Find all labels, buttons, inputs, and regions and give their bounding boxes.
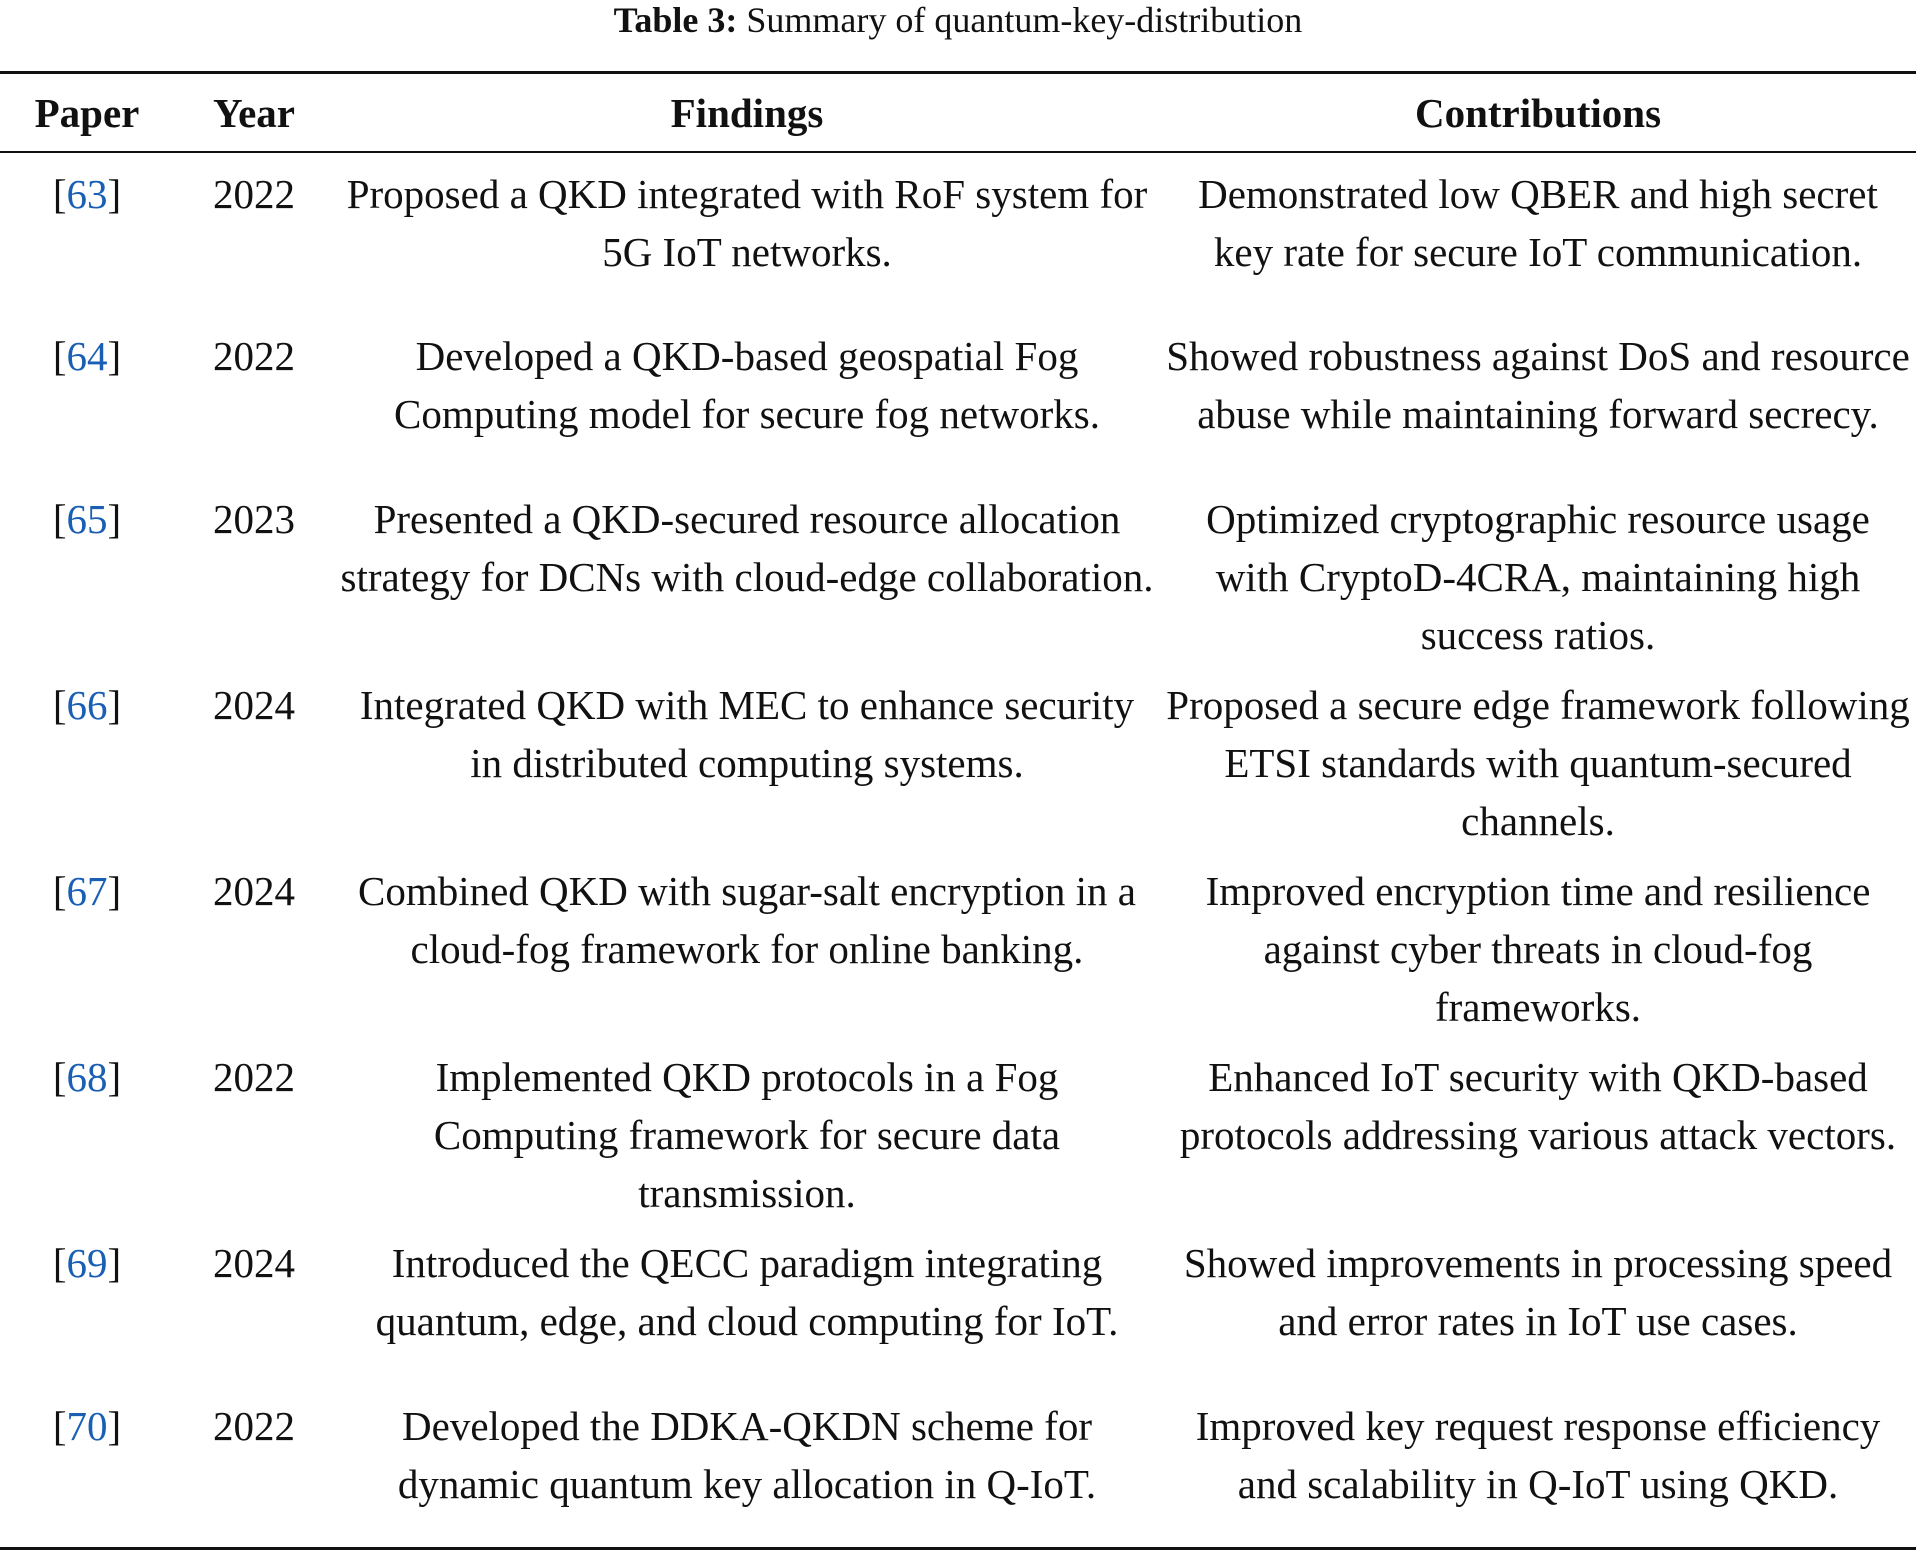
qkd-summary-table: [0, 71, 1916, 1550]
citation-link[interactable]: 63: [66, 171, 108, 217]
contributions-cell: Improved key request response efficiency and scalability in Q-IoT using QKD.: [1195, 1403, 1881, 1507]
year-cell: 2022: [213, 1054, 295, 1100]
year-cell: 2023: [213, 496, 295, 542]
citation-close-bracket: ]: [107, 333, 122, 379]
citation-close-bracket: ]: [107, 868, 122, 914]
year-cell: 2022: [213, 171, 295, 217]
findings-cell: Proposed a QKD integrated with RoF system for 5G IoT networks.: [346, 171, 1148, 275]
citation-open-bracket: [: [52, 1054, 67, 1100]
paper-cell: [0, 315, 174, 478]
citation-open-bracket: [: [52, 1403, 67, 1449]
table-row: [0, 315, 1916, 478]
citation-close-bracket: ]: [107, 1240, 122, 1286]
table-header: [0, 73, 1916, 153]
header-paper: Paper: [34, 89, 140, 136]
paper-cell: [0, 478, 174, 664]
citation-close-bracket: ]: [107, 496, 122, 542]
table-row: [0, 1036, 1916, 1222]
paper-cell: [0, 1385, 174, 1548]
citation-link[interactable]: 68: [66, 1054, 108, 1100]
findings-cell: Presented a QKD-secured resource allocation strategy for DCNs with cloud-edge collaboration.: [340, 496, 1154, 600]
header-findings: Findings: [670, 89, 824, 136]
citation-link[interactable]: 69: [66, 1240, 108, 1286]
table-body: [0, 152, 1916, 1548]
year-cell: 2022: [213, 1403, 295, 1449]
findings-cell: Developed the DDKA-QKDN scheme for dynamic quantum key allocation in Q-IoT.: [397, 1403, 1097, 1507]
citation-close-bracket: ]: [107, 171, 122, 217]
year-cell: 2024: [213, 868, 295, 914]
contributions-cell: Showed improvements in processing speed and error rates in IoT use cases.: [1183, 1240, 1893, 1344]
citation-open-bracket: [: [52, 333, 67, 379]
year-cell: 2022: [213, 333, 295, 379]
header-row: [0, 73, 1916, 153]
paper-cell: [0, 1222, 174, 1385]
citation-link[interactable]: 66: [66, 682, 108, 728]
contributions-cell: Enhanced IoT security with QKD-based protocols addressing various attack vectors.: [1179, 1054, 1897, 1158]
table-caption-label: Table 3:: [613, 0, 738, 40]
citation-link[interactable]: 67: [66, 868, 108, 914]
findings-cell: Introduced the QECC paradigm integrating quantum, edge, and cloud computing for IoT.: [375, 1240, 1119, 1344]
citation-close-bracket: ]: [107, 1054, 122, 1100]
findings-cell: Integrated QKD with MEC to enhance security in distributed computing systems.: [359, 682, 1135, 786]
contributions-cell: Showed robustness against DoS and resource abuse while maintaining forward secrecy.: [1166, 333, 1910, 437]
citation-open-bracket: [: [52, 171, 67, 217]
citation-close-bracket: ]: [107, 1403, 122, 1449]
table-row: [0, 1222, 1916, 1385]
citation-open-bracket: [: [52, 682, 67, 728]
contributions-cell: Optimized cryptographic resource usage with CryptoD-4CRA, maintaining high success ratios.: [1206, 496, 1870, 658]
year-cell: 2024: [213, 1240, 295, 1286]
findings-cell: Implemented QKD protocols in a Fog Computing framework for secure data transmission.: [433, 1054, 1061, 1216]
table-row: [0, 1385, 1916, 1548]
citation-link[interactable]: 65: [66, 496, 108, 542]
citation-open-bracket: [: [52, 1240, 67, 1286]
citation-link[interactable]: 70: [66, 1403, 108, 1449]
table-caption-text: Summary of quantum-key-distribution: [737, 0, 1303, 40]
contributions-cell: Demonstrated low QBER and high secret key rate for secure IoT communication.: [1198, 171, 1878, 275]
table-row: [0, 850, 1916, 1036]
header-year: Year: [213, 89, 295, 136]
citation-close-bracket: ]: [107, 682, 122, 728]
citation-open-bracket: [: [52, 496, 67, 542]
contributions-cell: Proposed a secure edge framework following ETSI standards with quantum-secured channels.: [1166, 682, 1910, 844]
paper-cell: [0, 1036, 174, 1222]
contributions-cell: Improved encryption time and resilience against cyber threats in cloud-fog frameworks.: [1205, 868, 1871, 1030]
findings-cell: Developed a QKD-based geospatial Fog Computing model for secure fog networks.: [394, 333, 1100, 437]
citation-link[interactable]: 64: [66, 333, 108, 379]
table-row: [0, 478, 1916, 664]
table-caption: [0, 0, 1916, 40]
paper-cell: [0, 664, 174, 850]
table-row: [0, 152, 1916, 315]
header-contributions: Contributions: [1414, 89, 1662, 136]
paper-cell: [0, 850, 174, 1036]
citation-open-bracket: [: [52, 868, 67, 914]
paper-cell: [0, 152, 174, 315]
year-cell: 2024: [213, 682, 295, 728]
findings-cell: Combined QKD with sugar-salt encryption in a cloud-fog framework for online banking.: [357, 868, 1137, 972]
table-row: [0, 664, 1916, 850]
